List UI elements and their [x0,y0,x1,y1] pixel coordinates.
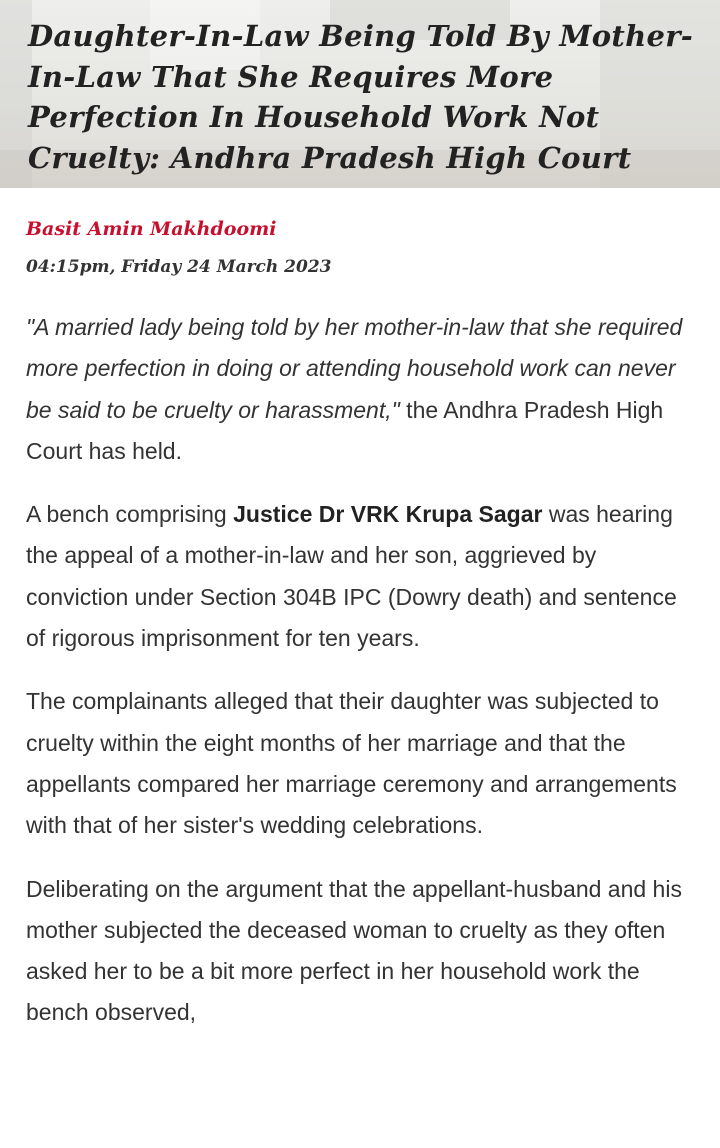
article-paragraph [26,494,698,659]
article-header-banner [0,0,720,188]
article-title: Daughter-In-Law Being Told By Mother-In-Law That She Requires More Perfection In Household Work Not Cruelty: Andhra Pradesh High Court [28,19,694,175]
quote-text: "A married lady being told by her mother-in-law that she required more perfection in doing or attending household work can never be said to be cruelty or harassment," [26,314,683,423]
paragraph-text: was hearing the appeal of a mother-in-law and her son, aggrieved by conviction under Section 304B IPC (Dowry death) and sentence of rigorous imprisonment for ten years. [26,501,677,652]
article-paragraph: Deliberating on the argument that the appellant-husband and his mother subjected the deceased woman to cruelty as they often asked her to be a bit more perfect in her household work the bench observed, [26,875,682,1026]
paragraph-text: the Andhra Pradesh High Court has held. [26,396,664,464]
paragraph-text: A bench comprising [26,501,234,528]
judge-name: Justice Dr VRK Krupa Sagar [233,501,543,528]
article-paragraph [26,307,698,472]
article-meta [26,214,332,282]
author-link[interactable]: Basit Amin Makhdoomi [26,218,277,240]
article-body [26,307,698,1056]
article-paragraph: The complainants alleged that their daughter was subjected to cruelty within the eight months of her marriage and that the appellants compared her marriage ceremony and arrangements with that of her sister's wedding celebrations. [26,688,677,839]
publish-date: 04:15pm, Friday 24 March 2023 [26,257,332,277]
